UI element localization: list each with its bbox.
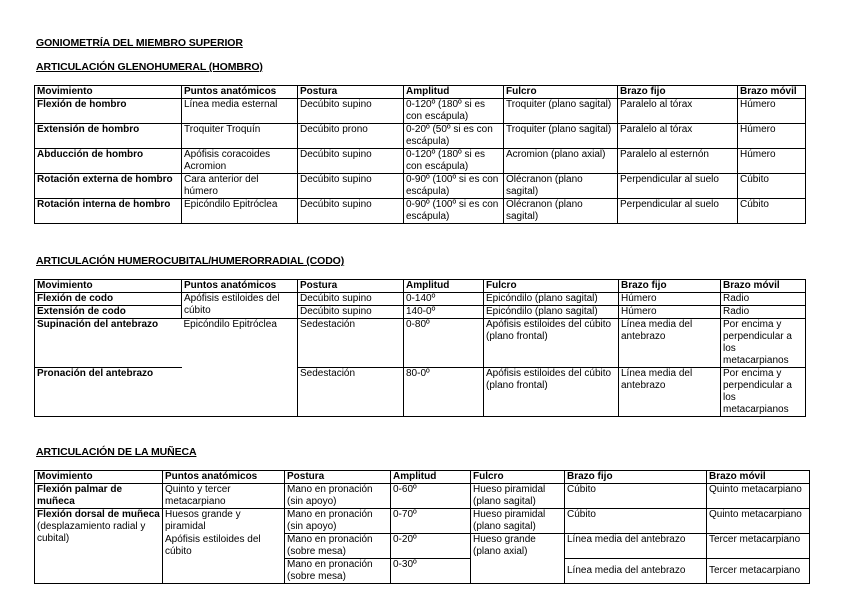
table-cell: Radio [721,293,806,306]
table-row [35,124,806,149]
header-cell: Fulcro [471,471,565,484]
table-row [35,368,806,417]
table-cell: Línea media del antebrazo [565,534,707,559]
table-cell: Flexión palmar de muñeca [35,484,163,509]
header-cell: Movimiento [35,471,163,484]
table-cell: Línea media del antebrazo [565,559,707,584]
table-cell: Decúbito supino [298,149,404,174]
table-cell: Cúbito [565,484,707,509]
table-row [35,319,806,368]
table-cell: Perpendicular al suelo [618,199,738,224]
table-cell: 0-30º [391,559,471,584]
table-cell: Rotación externa de hombro [35,174,182,199]
table-header-row [35,471,810,484]
table-cell: Mano en pronación (sobre mesa) [285,559,391,584]
header-cell: Postura [298,280,404,293]
header-cell: Fulcro [484,280,619,293]
shoulder-table [34,85,806,224]
table-cell: Húmero [738,124,806,149]
header-cell: Brazo móvil [721,280,806,293]
table-cell: Quinto y tercer metacarpiano [163,484,285,509]
table-cell: Flexión de hombro [35,99,182,124]
table-cell: Tercer metacarpiano [707,534,810,559]
table-cell: Mano en pronación (sin apoyo) [285,509,391,534]
table-cell: Decúbito prono [298,124,404,149]
header-cell: Brazo fijo [565,471,707,484]
table-cell: Hueso grande (plano axial) [471,534,565,584]
table-cell: Mano en pronación (sin apoyo) [285,484,391,509]
table-cell: Troquiter (plano sagital) [504,124,618,149]
table-cell: Olécranon (plano sagital) [504,199,618,224]
table-cell: 0-140º [404,293,484,306]
table-row [35,99,806,124]
table-header-row [35,86,806,99]
table-cell: Húmero [619,306,721,319]
header-cell: Amplitud [404,86,504,99]
table-cell: Cúbito [738,199,806,224]
header-cell: Movimiento [35,280,182,293]
table-cell: Mano en pronación (sobre mesa) [285,534,391,559]
table-cell: Quinto metacarpiano [707,484,810,509]
header-cell: Brazo móvil [738,86,806,99]
table-cell: Troquiter Troquín [182,124,298,149]
table-row [35,484,810,509]
header-cell: Movimiento [35,86,182,99]
elbow-section-title: ARTICULACIÓN HUMEROCUBITAL/HUMERORRADIAL (CODO) [36,255,345,267]
table-cell: 0-20º [391,534,471,559]
table-cell: 0-120º (180º si es con escápula) [404,99,504,124]
header-cell: Brazo fijo [619,280,721,293]
wrist-section-title: ARTICULACIÓN DE LA MUÑECA [36,446,197,458]
table-row [35,509,810,534]
header-cell: Amplitud [404,280,484,293]
table-cell: Cúbito [738,174,806,199]
table-cell: Paralelo al tórax [618,99,738,124]
table-cell: Flexión de codo [35,293,182,306]
wrist-table [34,470,810,584]
table-cell: Supinación del antebrazo [35,319,182,368]
table-cell: 0-90º (100º si es con escápula) [404,174,504,199]
table-cell: 140-0º [404,306,484,319]
table-cell: Acromion (plano axial) [504,149,618,174]
table-cell: Apófisis estiloides del cúbito (plano frontal) [484,368,619,417]
table-cell: Huesos grande y piramidal [163,509,285,534]
table-cell: Húmero [738,99,806,124]
table-header-row [35,280,806,293]
table-cell: Extensión de hombro [35,124,182,149]
table-cell: Hueso piramidal (plano sagital) [471,484,565,509]
header-cell: Puntos anatómicos [163,471,285,484]
movement-title: Flexión dorsal de muñeca [37,509,160,520]
table-cell: Decúbito supino [298,99,404,124]
header-cell: Puntos anatómicos [182,280,298,293]
table-row [35,199,806,224]
table-cell [35,509,163,584]
table-cell: Línea media del antebrazo [619,319,721,368]
table-cell: Por encima y perpendicular a los metacarpianos [721,368,806,417]
table-cell: Línea media del antebrazo [619,368,721,417]
document-title: GONIOMETRÍA DEL MIEMBRO SUPERIOR [36,37,243,49]
movement-note: (desplazamiento radial y cubital) [37,521,146,544]
table-cell: Perpendicular al suelo [618,174,738,199]
elbow-table [34,279,806,417]
header-cell: Brazo móvil [707,471,810,484]
header-cell: Amplitud [391,471,471,484]
table-cell: Sedestación [298,368,404,417]
table-cell: 0-90º (100º si es con escápula) [404,199,504,224]
table-cell: Decúbito supino [298,293,404,306]
table-cell: Troquiter (plano sagital) [504,99,618,124]
table-cell: Decúbito supino [298,199,404,224]
table-cell: Rotación interna de hombro [35,199,182,224]
table-cell: Hueso piramidal (plano sagital) [471,509,565,534]
table-cell: Radio [721,306,806,319]
shoulder-section-title: ARTICULACIÓN GLENOHUMERAL (HOMBRO) [36,61,263,73]
table-cell: Decúbito supino [298,174,404,199]
table-cell: 80-0º [404,368,484,417]
table-cell: Decúbito supino [298,306,404,319]
table-row [35,174,806,199]
header-cell: Puntos anatómicos [182,86,298,99]
table-cell: Olécranon (plano sagital) [504,174,618,199]
table-cell: Húmero [738,149,806,174]
table-cell: Pronación del antebrazo [35,368,182,417]
table-cell: Cara anterior del húmero [182,174,298,199]
header-cell: Fulcro [504,86,618,99]
table-cell: Por encima y perpendicular a los metacarpianos [721,319,806,368]
header-cell: Postura [285,471,391,484]
table-cell: Epicóndilo (plano sagital) [484,293,619,306]
table-cell: Paralelo al esternón [618,149,738,174]
table-cell: 0-120º (180º si es con escápula) [404,149,504,174]
table-cell: 0-60º [391,484,471,509]
table-cell: Epicóndilo Epitróclea [182,199,298,224]
table-cell: Quinto metacarpiano [707,509,810,534]
table-cell: Apófisis estiloides del cúbito [163,534,285,584]
table-cell: Epicóndilo Epitróclea [182,319,298,417]
table-cell: Línea media esternal [182,99,298,124]
table-cell: 0-70º [391,509,471,534]
table-cell: Extensión de codo [35,306,182,319]
table-cell: Epicóndilo (plano sagital) [484,306,619,319]
table-cell: 0-20º (50º si es con escápula) [404,124,504,149]
table-row [35,306,806,319]
table-row [35,149,806,174]
table-cell: Apófisis estiloides del cúbito [182,293,298,319]
table-cell: Paralelo al tórax [618,124,738,149]
table-cell: Apófisis estiloides del cúbito (plano frontal) [484,319,619,368]
table-cell: Húmero [619,293,721,306]
table-cell: Abducción de hombro [35,149,182,174]
table-cell: 0-80º [404,319,484,368]
table-cell: Apófisis coracoides Acromion [182,149,298,174]
table-cell: Tercer metacarpiano [707,559,810,584]
header-cell: Brazo fijo [618,86,738,99]
table-row [35,293,806,306]
table-cell: Cúbito [565,509,707,534]
header-cell: Postura [298,86,404,99]
table-cell: Sedestación [298,319,404,368]
